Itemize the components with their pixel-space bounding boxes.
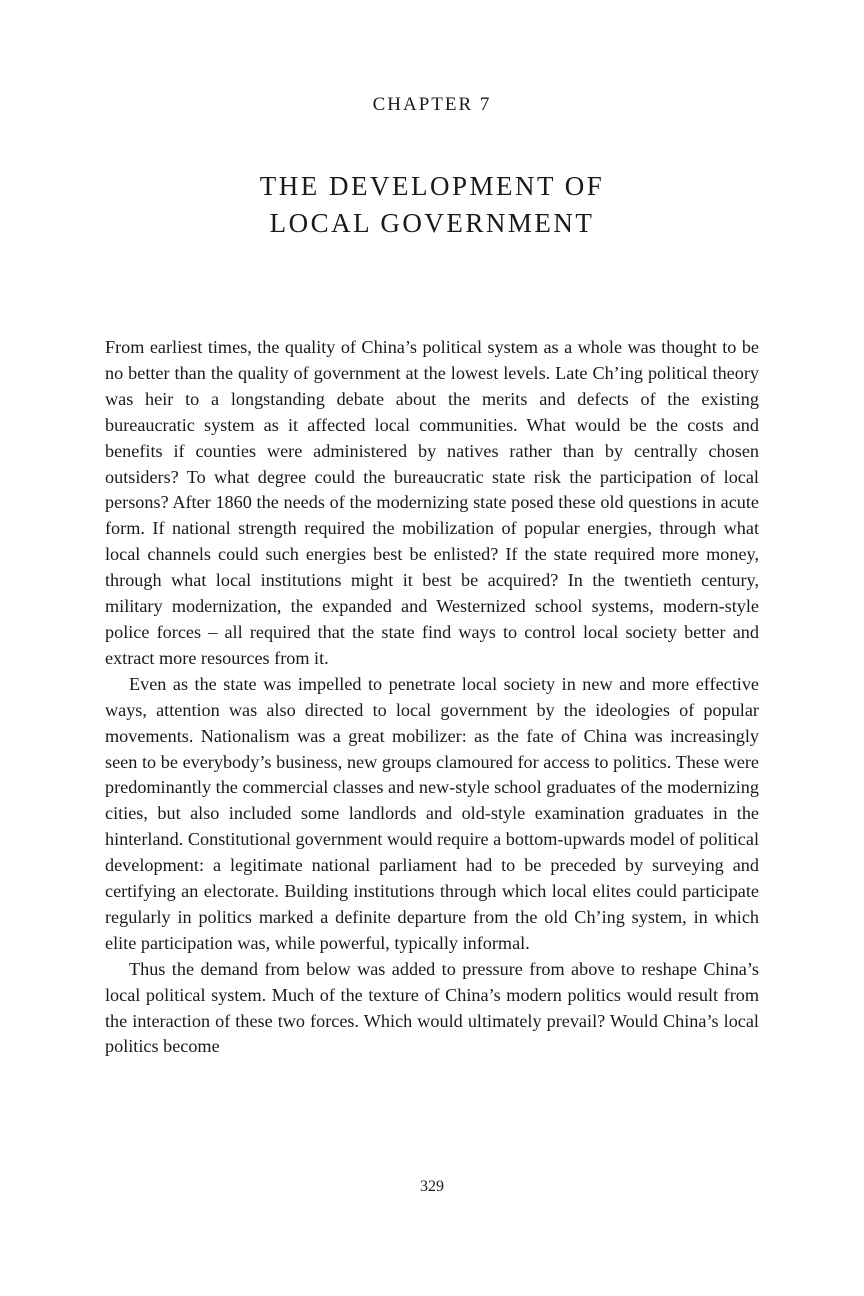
chapter-label: CHAPTER 7 xyxy=(372,94,492,115)
chapter-title xyxy=(0,168,864,242)
paragraph-1: From earliest times, the quality of China’s political system as a whole was thought to be no better than the quality of government at the lowest levels. Late Ch’ing political theory was heir to a longstanding debate about the merits and defects of the existing bureaucratic system as it affected local communities. What would be the costs and benefits if counties were administered by natives rather than by centrally chosen outsiders? To what degree could the bureaucratic state risk the participation of local persons? After 1860 the needs of the modernizing state posed these old questions in acute form. If national strength required the mobilization of popular energies, through what local channels could such energies best be enlisted? If the state required more money, through what local institutions might it best be acquired? In the twentieth century, military modernization, the expanded and Westernized school systems, modern-style police forces – all required that the state find ways to control local society better and extract more resources from it. xyxy=(105,337,759,668)
page-number: 329 xyxy=(420,1178,444,1195)
paragraph-3: Thus the demand from below was added to pressure from above to reshape China’s local political system. Much of the texture of China’s modern politics would result from the interaction of these two forces. Which would ultimately prevail? Would China’s local politics become xyxy=(105,958,759,1057)
body-text xyxy=(105,335,759,1060)
chapter-title-line-2: LOCAL GOVERNMENT xyxy=(269,208,595,238)
paragraph-2: Even as the state was impelled to penetrate local society in new and more effective ways, attention was also directed to local government by the ideologies of popular movements. Nationalism was a great mobilizer: as the fate of China was increasingly seen to be everybody’s business, new groups clamoured for access to politics. These were predominantly the commercial classes and new-style school graduates of the modernizing cities, but also included some landlords and old-style examination graduates in the hinterland. Constitutional government would require a bottom-upwards model of political development: a legitimate national parliament had to be preceded by surveying and certifying an electorate. Building institutions through which local elites could participate regularly in politics marked a definite departure from the old Ch’ing system, in which elite participation was, while powerful, typically informal. xyxy=(105,673,759,953)
chapter-title-line-1: THE DEVELOPMENT OF xyxy=(259,171,605,201)
